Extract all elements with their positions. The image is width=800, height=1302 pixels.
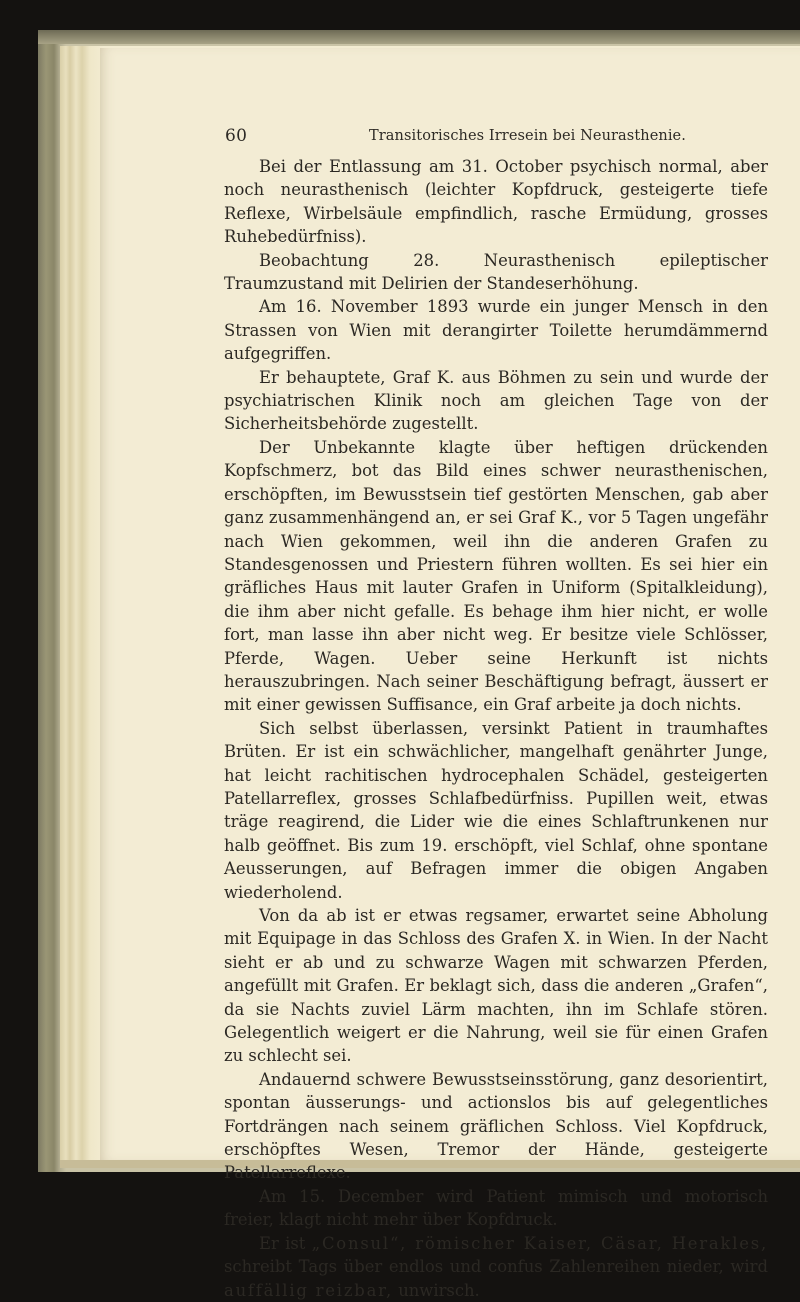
paragraph-4: Er behauptete, Graf K. aus Böhmen zu sein und wurde der psychiatrischen Klinik noch am gleichen Tage von der Sicherheitsbehörde zugestellt. <box>224 367 768 434</box>
paragraph-6: Sich selbst überlassen, versinkt Patient in traumhaftes Brüten. Er ist ein schwächlicher, mangelhaft genährter Junge, hat leicht rachitischen hydrocephalen Schädel, gesteigerten Patellarreflex, grosses Schlafbedürfniss. Pupillen weit, etwas träge reagirend, die Lider wie die eines Schlaftrunkenen nur halb geöffnet. Bis zum 19. erschöpft, viel Schlaf, ohne spontane Aeusserungen, auf Befragen immer die obigen Angaben wiederholend. <box>224 718 768 902</box>
paragraph-9: Am 15. December wird Patient mimisch und motorisch freier, klagt nicht mehr über Kopfdruck. <box>224 1186 768 1230</box>
paragraph-1: Bei der Entlassung am 31. October psychisch normal, aber noch neurasthenisch (leichter Kopfdruck, gesteigerte tiefe Reflexe, Wirbelsäule empfindlich, rasche Ermüdung, grosses Ruhebedürfniss). <box>224 157 768 247</box>
paragraph-10-part-3: unwirsch. <box>392 1280 480 1300</box>
paragraph-7: Von da ab ist er etwas regsamer, erwartet seine Abholung mit Equipage in das Schloss des Grafen X. in Wien. In der Nacht sieht er ab und zu schwarze Wagen mit schwarzen Pferden, angefüllt mit Grafen. Er beklagt sich, dass die anderen „Grafen“, da sie Nachts zuviel Lärm machten, ihn im Schlafe stören. Gelegentlich weigert er die Nahrung, weil sie für einen Grafen zu schlecht sei. <box>224 906 768 1066</box>
paragraph-10-part-2: schreibt Tags über endlos und confus Zahlenreihen nieder, wird <box>224 1257 768 1277</box>
page-number: 60 <box>225 126 248 146</box>
paragraph-8: Andauernd schwere Bewusstseinsstörung, ganz desorientirt, spontan äusserungs- und actionslos bis auf gelegentliches Fortdrängen nach seinem gräflichen Schloss. Viel Kopfdruck, erschöpftes Wesen, Tremor der Hände, gesteigerte Patellarreflexe. <box>224 1069 768 1183</box>
paragraph-3: Am 16. November 1893 wurde ein junger Mensch in den Strassen von Wien mit derangirter Toilette herumdämmernd aufgegriffen. <box>224 297 768 364</box>
paragraph-10-part-1: Er ist <box>259 1233 312 1253</box>
spaced-emphasis-2: auffällig reizbar, <box>224 1280 393 1300</box>
body-text <box>224 155 768 1302</box>
paragraph-2: Beobachtung 28. Neurasthenisch epileptischer Traumzustand mit Delirien der Standeserhöhung. <box>224 250 768 294</box>
spaced-emphasis-1: „Consul“, römischer Kaiser, Cäsar, Herakles, <box>311 1233 768 1253</box>
running-title: Transitorisches Irresein bei Neurasthenie. <box>369 128 686 144</box>
book-cover-top-edge <box>38 30 800 44</box>
paragraph-10 <box>224 1232 768 1302</box>
paragraph-5: Der Unbekannte klagte über heftigen drückenden Kopfschmerz, bot das Bild eines schwer neurasthenischen, erschöpften, im Bewusstsein tief gestörten Menschen, gab aber ganz zusammenhängend an, er sei Graf K., vor 5 Tagen ungefähr nach Wien gekommen, weil ihn die anderen Grafen zu Standesgenossen und Priestern führen wollten. Es sei hier ein gräfliches Haus mit lauter Grafen in Uniform (Spitalkleidung), die ihm aber nicht gefalle. Es behage ihm hier nicht, er wolle fort, man lasse ihn aber nicht weg. Er besitze viele Schlösser, Pferde, Wagen. Ueber seine Herkunft ist nichts herauszubringen. Nach seiner Beschäftigung befragt, äussert er mit einer gewissen Suffisance, ein Graf arbeite ja doch nichts. <box>224 437 768 715</box>
page-header <box>225 126 686 150</box>
